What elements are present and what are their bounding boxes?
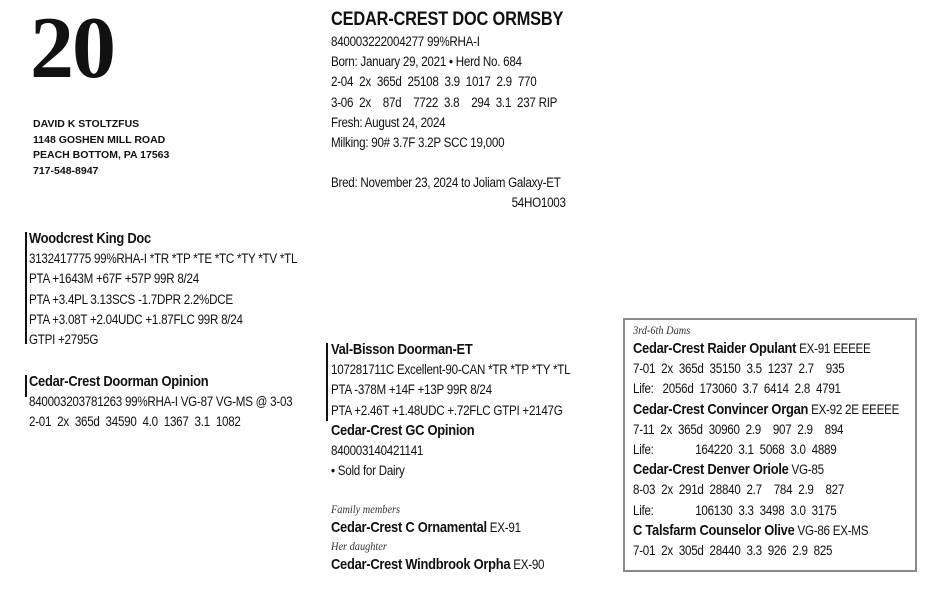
dam5-score: VG-85 — [788, 462, 824, 478]
owner-info — [33, 117, 169, 179]
dam-line: 840003203781263 99%RHA-I VG-87 VG-MS @ 3-03 — [29, 394, 293, 410]
dam6 — [633, 521, 899, 541]
animal-detail-line: Fresh: August 24, 2024 — [331, 114, 446, 130]
mgs-block — [331, 340, 570, 481]
dam3-record: 7-01 2x 365d 35150 3.5 1237 2.7 935 — [633, 361, 845, 377]
pedigree-bracket-dam — [25, 375, 27, 397]
animal-detail-line: Born: January 29, 2021 • Herd No. 684 — [331, 54, 522, 70]
dam5-record: 8-03 2x 291d 28840 2.7 784 2.9 827 — [633, 482, 845, 498]
dam3-score: EX-91 EEEEE — [796, 341, 871, 356]
sire-line: PTA +3.08T +2.04UDC +1.87FLC 99R 8/24 — [29, 311, 243, 327]
animal-name: CEDAR-CREST DOC ORMSBY — [331, 9, 564, 30]
dam4-record: 7-11 2x 365d 30960 2.9 907 2.9 894 — [633, 421, 844, 437]
lot-number: 20 — [30, 0, 114, 97]
dams-box — [623, 318, 917, 572]
pedigree-bracket-sire — [25, 232, 27, 344]
family-member — [331, 519, 544, 538]
sire-line: PTA +3.4PL 3.13SCS -1.7DPR 2.2%DCE — [29, 291, 233, 307]
sire-name: Woodcrest King Doc — [29, 230, 151, 247]
mgs-line: 107281711C Excellent-90-CAN *TR *TP *TY *TL — [331, 362, 571, 378]
family-block — [331, 500, 544, 574]
daughter-label: Her daughter — [331, 539, 387, 553]
dam-block — [29, 372, 292, 433]
family-member-score: EX-91 — [486, 519, 521, 535]
mgs-line: PTA -378M +14F +13P 99R 8/24 — [331, 382, 492, 398]
dam6-record: 7-01 2x 305d 28440 3.3 926 2.9 825 — [633, 543, 833, 559]
bred-info: Bred: November 23, 2024 to Joliam Galaxy-ET — [331, 175, 561, 191]
mgs-line: PTA +2.46T +1.48UDC +.72FLC GTPI +2147G — [331, 402, 563, 418]
dam5-life: Life: 106130 3.3 3498 3.0 3175 — [633, 502, 837, 518]
gdam-line: • Sold for Dairy — [331, 463, 405, 479]
dam-line: 2-01 2x 365d 34590 4.0 1367 3.1 1082 — [29, 414, 241, 430]
gdam-name: Cedar-Crest GC Opinion — [331, 421, 475, 439]
sire-block — [29, 229, 297, 350]
sire-line: GTPI +2795G — [29, 332, 99, 348]
dam4 — [633, 400, 899, 420]
dam3-life: Life: 2056d 173060 3.7 6414 2.8 4791 — [633, 381, 841, 397]
animal-detail-line: 840003222004277 99%RHA-I — [331, 34, 480, 49]
dam4-life: Life: 164220 3.1 5068 3.0 4889 — [633, 442, 837, 458]
owner-name: DAVID K STOLTZFUS — [33, 118, 140, 130]
owner-city: PEACH BOTTOM, PA 17563 — [33, 149, 170, 161]
bred-code: 54HO1003 — [511, 195, 566, 211]
mgs-name: Val-Bisson Doorman-ET — [331, 341, 473, 358]
dam4-score: EX-92 2E EEEEE — [808, 401, 900, 417]
gdam-line: 840003140421141 — [331, 443, 424, 459]
animal-detail-line: 3-06 2x 87d 7722 3.8 294 3.1 237 RIP — [331, 94, 558, 110]
animal-detail-line: 2-04 2x 365d 25108 3.9 1017 2.9 770 — [331, 74, 537, 90]
animal-detail-line: Milking: 90# 3.7F 3.2P SCC 19,000 — [331, 135, 505, 151]
animal-details — [331, 32, 566, 214]
animal-block — [331, 8, 604, 214]
family-member-name: Cedar-Crest C Ornamental — [331, 518, 487, 536]
family-label: Family members — [331, 502, 401, 516]
dam6-score: VG-86 EX-MS — [794, 522, 869, 538]
dams-box-label: 3rd-6th Dams — [633, 323, 691, 337]
dam-name: Cedar-Crest Doorman Opinion — [29, 373, 209, 390]
family-daughter-score: EX-90 — [510, 556, 545, 572]
sire-line: 3132417775 99%RHA-I *TR *TP *TE *TC *TY *TV *TL — [29, 251, 298, 267]
family-daughter — [331, 556, 544, 575]
owner-phone: 717-548-8947 — [33, 164, 99, 177]
dam6-name: C Talsfarm Counselor Olive — [633, 521, 795, 539]
dam3 — [633, 339, 899, 359]
dam4-name: Cedar-Crest Convincer Organ — [633, 400, 809, 418]
dam3-name: Cedar-Crest Raider Opulant — [633, 340, 797, 357]
family-daughter-name: Cedar-Crest Windbrook Orpha — [331, 555, 511, 573]
sire-line: PTA +1643M +67F +57P 99R 8/24 — [29, 271, 199, 287]
pedigree-bracket-mgs — [326, 343, 328, 421]
owner-address: 1148 GOSHEN MILL ROAD — [33, 133, 166, 146]
dams-box-content — [633, 322, 899, 561]
dam5 — [633, 460, 899, 480]
dam5-name: Cedar-Crest Denver Oriole — [633, 461, 789, 479]
